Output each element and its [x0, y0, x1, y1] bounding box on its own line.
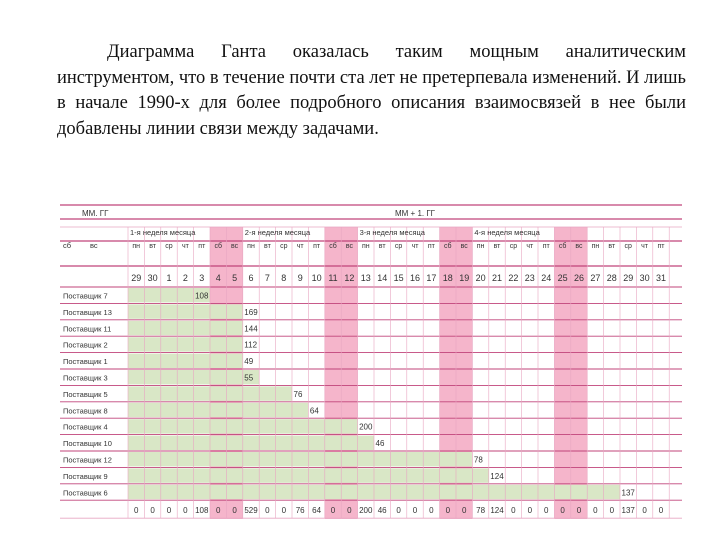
task-value-label: 124: [490, 471, 504, 481]
supplier-label: Поставщик 8: [63, 406, 108, 416]
task-value-label: 78: [473, 455, 483, 465]
total-value: 0: [642, 506, 647, 516]
total-value: 78: [476, 506, 486, 516]
task-value-label: 169: [244, 307, 258, 317]
month-label-left: ММ. ГГ: [82, 209, 109, 218]
total-value: 46: [377, 506, 387, 516]
total-value: 0: [396, 506, 401, 516]
supplier-label: Поставщик 7: [63, 291, 108, 301]
date-label: 8: [281, 273, 287, 283]
weekday-label: пн: [132, 243, 141, 250]
date-label: 16: [409, 273, 421, 283]
total-value: 0: [445, 506, 451, 516]
supplier-label: Поставщик 12: [63, 455, 112, 465]
supplier-label: Поставщик 2: [63, 340, 108, 350]
task-bar: [128, 354, 243, 368]
total-value: 0: [527, 506, 533, 516]
date-label: 17: [426, 273, 437, 283]
task-bar: [128, 436, 374, 450]
task-bar: [128, 403, 308, 417]
week-label: 1-я неделя месяца: [130, 228, 196, 237]
weekday-label: вт: [608, 243, 616, 250]
date-label: 6: [248, 273, 254, 283]
date-label: 29: [131, 273, 142, 283]
weekday-label: ср: [624, 243, 632, 250]
total-value: 0: [150, 506, 155, 516]
total-value: 0: [543, 506, 549, 516]
week-label: 2-я неделя месяца: [244, 228, 311, 237]
date-label: 27: [590, 273, 601, 283]
weekday-label: пт: [542, 243, 550, 250]
task-bar: [128, 452, 472, 466]
task-bar: [128, 337, 243, 351]
task-value-label: 46: [375, 439, 385, 449]
supplier-label: Поставщик 11: [63, 324, 112, 334]
weekday-label-left: вс: [90, 241, 98, 250]
date-label: 28: [606, 273, 617, 283]
total-value: 0: [347, 506, 352, 516]
total-value: 0: [265, 506, 270, 516]
date-label: 5: [232, 273, 238, 283]
month-label-right: ММ + 1. ГГ: [395, 209, 436, 218]
weekday-label: вс: [460, 243, 468, 250]
date-label: 3: [199, 273, 205, 283]
date-label: 25: [557, 273, 568, 283]
weekday-label: пт: [313, 243, 321, 250]
task-value-label: 137: [621, 488, 635, 498]
weekday-label: пт: [657, 243, 665, 250]
task-value-label: 49: [244, 357, 254, 367]
weekday-label: ср: [394, 243, 403, 250]
weekday-label: чт: [641, 243, 649, 250]
weekday-label: сб: [558, 243, 567, 250]
week-label: 4-я неделя месяца: [474, 228, 540, 237]
supplier-label: Поставщик 1: [63, 357, 108, 367]
weekday-label: вт: [493, 243, 501, 250]
task-value-label: 108: [195, 291, 209, 301]
date-label: 29: [623, 273, 634, 283]
date-label: 23: [524, 273, 535, 283]
task-value-label: 200: [359, 422, 373, 432]
total-value: 0: [429, 506, 434, 516]
date-label: 14: [377, 273, 388, 283]
supplier-label: Поставщик 3: [63, 373, 108, 383]
gantt-chart: [60, 199, 682, 519]
date-label: 30: [147, 273, 158, 283]
date-label: 19: [459, 273, 470, 283]
date-label: 31: [655, 273, 667, 283]
weekday-label: сб: [329, 243, 337, 250]
date-label: 22: [508, 273, 519, 283]
total-value: 124: [490, 506, 504, 516]
weekday-label-left: сб: [63, 241, 72, 250]
weekend-column: [571, 227, 587, 519]
date-label: 18: [442, 273, 453, 283]
supplier-label: Поставщик 9: [63, 471, 108, 481]
date-label: 1: [166, 273, 172, 283]
week-label: 3-я неделя месяца: [359, 228, 425, 237]
weekday-label: вс: [345, 243, 353, 250]
intro-paragraph: Диаграмма Ганта оказалась таким мощным аналитическим инструментом, что в течение почти ста лет не претерпевала изменений. И лишь в начале 1990-х для более подробного описания взаимосвязей в нее были добавлены линии связи между задачами.: [57, 42, 686, 139]
total-value: 76: [295, 506, 305, 516]
total-value: 0: [215, 506, 221, 516]
date-label: 21: [491, 273, 503, 283]
weekday-label: ср: [165, 243, 173, 250]
weekday-label: пн: [476, 243, 485, 250]
supplier-label: Поставщик 4: [63, 422, 108, 432]
total-value: 0: [183, 506, 188, 516]
weekday-label: вт: [264, 243, 271, 250]
total-value: 0: [412, 506, 418, 516]
date-label: 4: [215, 273, 221, 283]
total-value: 108: [195, 506, 209, 516]
total-value: 200: [359, 506, 373, 516]
weekday-label: вт: [378, 243, 386, 250]
date-label: 13: [360, 273, 371, 283]
weekday-label: чт: [526, 243, 534, 250]
weekday-label: сб: [214, 243, 222, 250]
total-value: 0: [330, 506, 336, 516]
weekday-label: вс: [575, 243, 583, 250]
total-value: 0: [511, 506, 516, 516]
date-label: 10: [311, 273, 322, 283]
date-label: 30: [639, 273, 650, 283]
date-label: 11: [328, 273, 338, 283]
weekday-label: пн: [591, 243, 600, 250]
supplier-label: Поставщик 10: [63, 439, 112, 449]
weekday-label: чт: [296, 243, 304, 250]
weekday-label: вс: [231, 243, 239, 250]
task-value-label: 76: [293, 389, 303, 399]
total-value: 0: [609, 506, 615, 516]
total-value: 0: [658, 506, 664, 516]
total-value: 0: [133, 506, 139, 516]
weekday-label: сб: [444, 243, 452, 250]
task-value-label: 112: [244, 340, 258, 350]
total-value: 64: [312, 506, 322, 516]
total-value: 0: [593, 506, 598, 516]
supplier-label: Поставщик 5: [63, 389, 108, 399]
weekday-label: пн: [361, 243, 370, 250]
date-label: 12: [344, 273, 355, 283]
total-value: 529: [244, 506, 258, 516]
weekday-label: вт: [149, 243, 156, 250]
supplier-label: Поставщик 6: [63, 488, 108, 498]
date-label: 2: [182, 273, 188, 283]
total-value: 0: [461, 506, 467, 516]
date-label: 15: [393, 273, 404, 283]
weekday-label: пн: [247, 243, 255, 250]
weekday-label: пт: [427, 243, 435, 250]
supplier-label: Поставщик 13: [63, 307, 112, 317]
total-value: 0: [232, 506, 237, 516]
total-value: 0: [166, 506, 172, 516]
date-label: 20: [475, 273, 486, 283]
task-bar: [128, 321, 243, 335]
weekday-label: пт: [198, 243, 206, 250]
weekday-label: чт: [411, 243, 419, 250]
date-label: 26: [573, 273, 585, 283]
total-value: 0: [560, 506, 565, 516]
weekday-label: ср: [509, 243, 518, 250]
task-value-label: 55: [244, 373, 254, 383]
task-value-label: 64: [309, 406, 319, 416]
total-value: 137: [621, 506, 635, 516]
date-label: 9: [297, 273, 303, 283]
weekday-label: ср: [280, 243, 288, 250]
date-label: 7: [264, 273, 270, 283]
task-bar: [128, 304, 243, 318]
task-value-label: 144: [244, 324, 258, 334]
date-label: 24: [541, 273, 552, 283]
total-value: 0: [576, 506, 582, 516]
weekday-label: чт: [181, 243, 189, 250]
weekend-column: [554, 227, 570, 519]
total-value: 0: [281, 506, 287, 516]
